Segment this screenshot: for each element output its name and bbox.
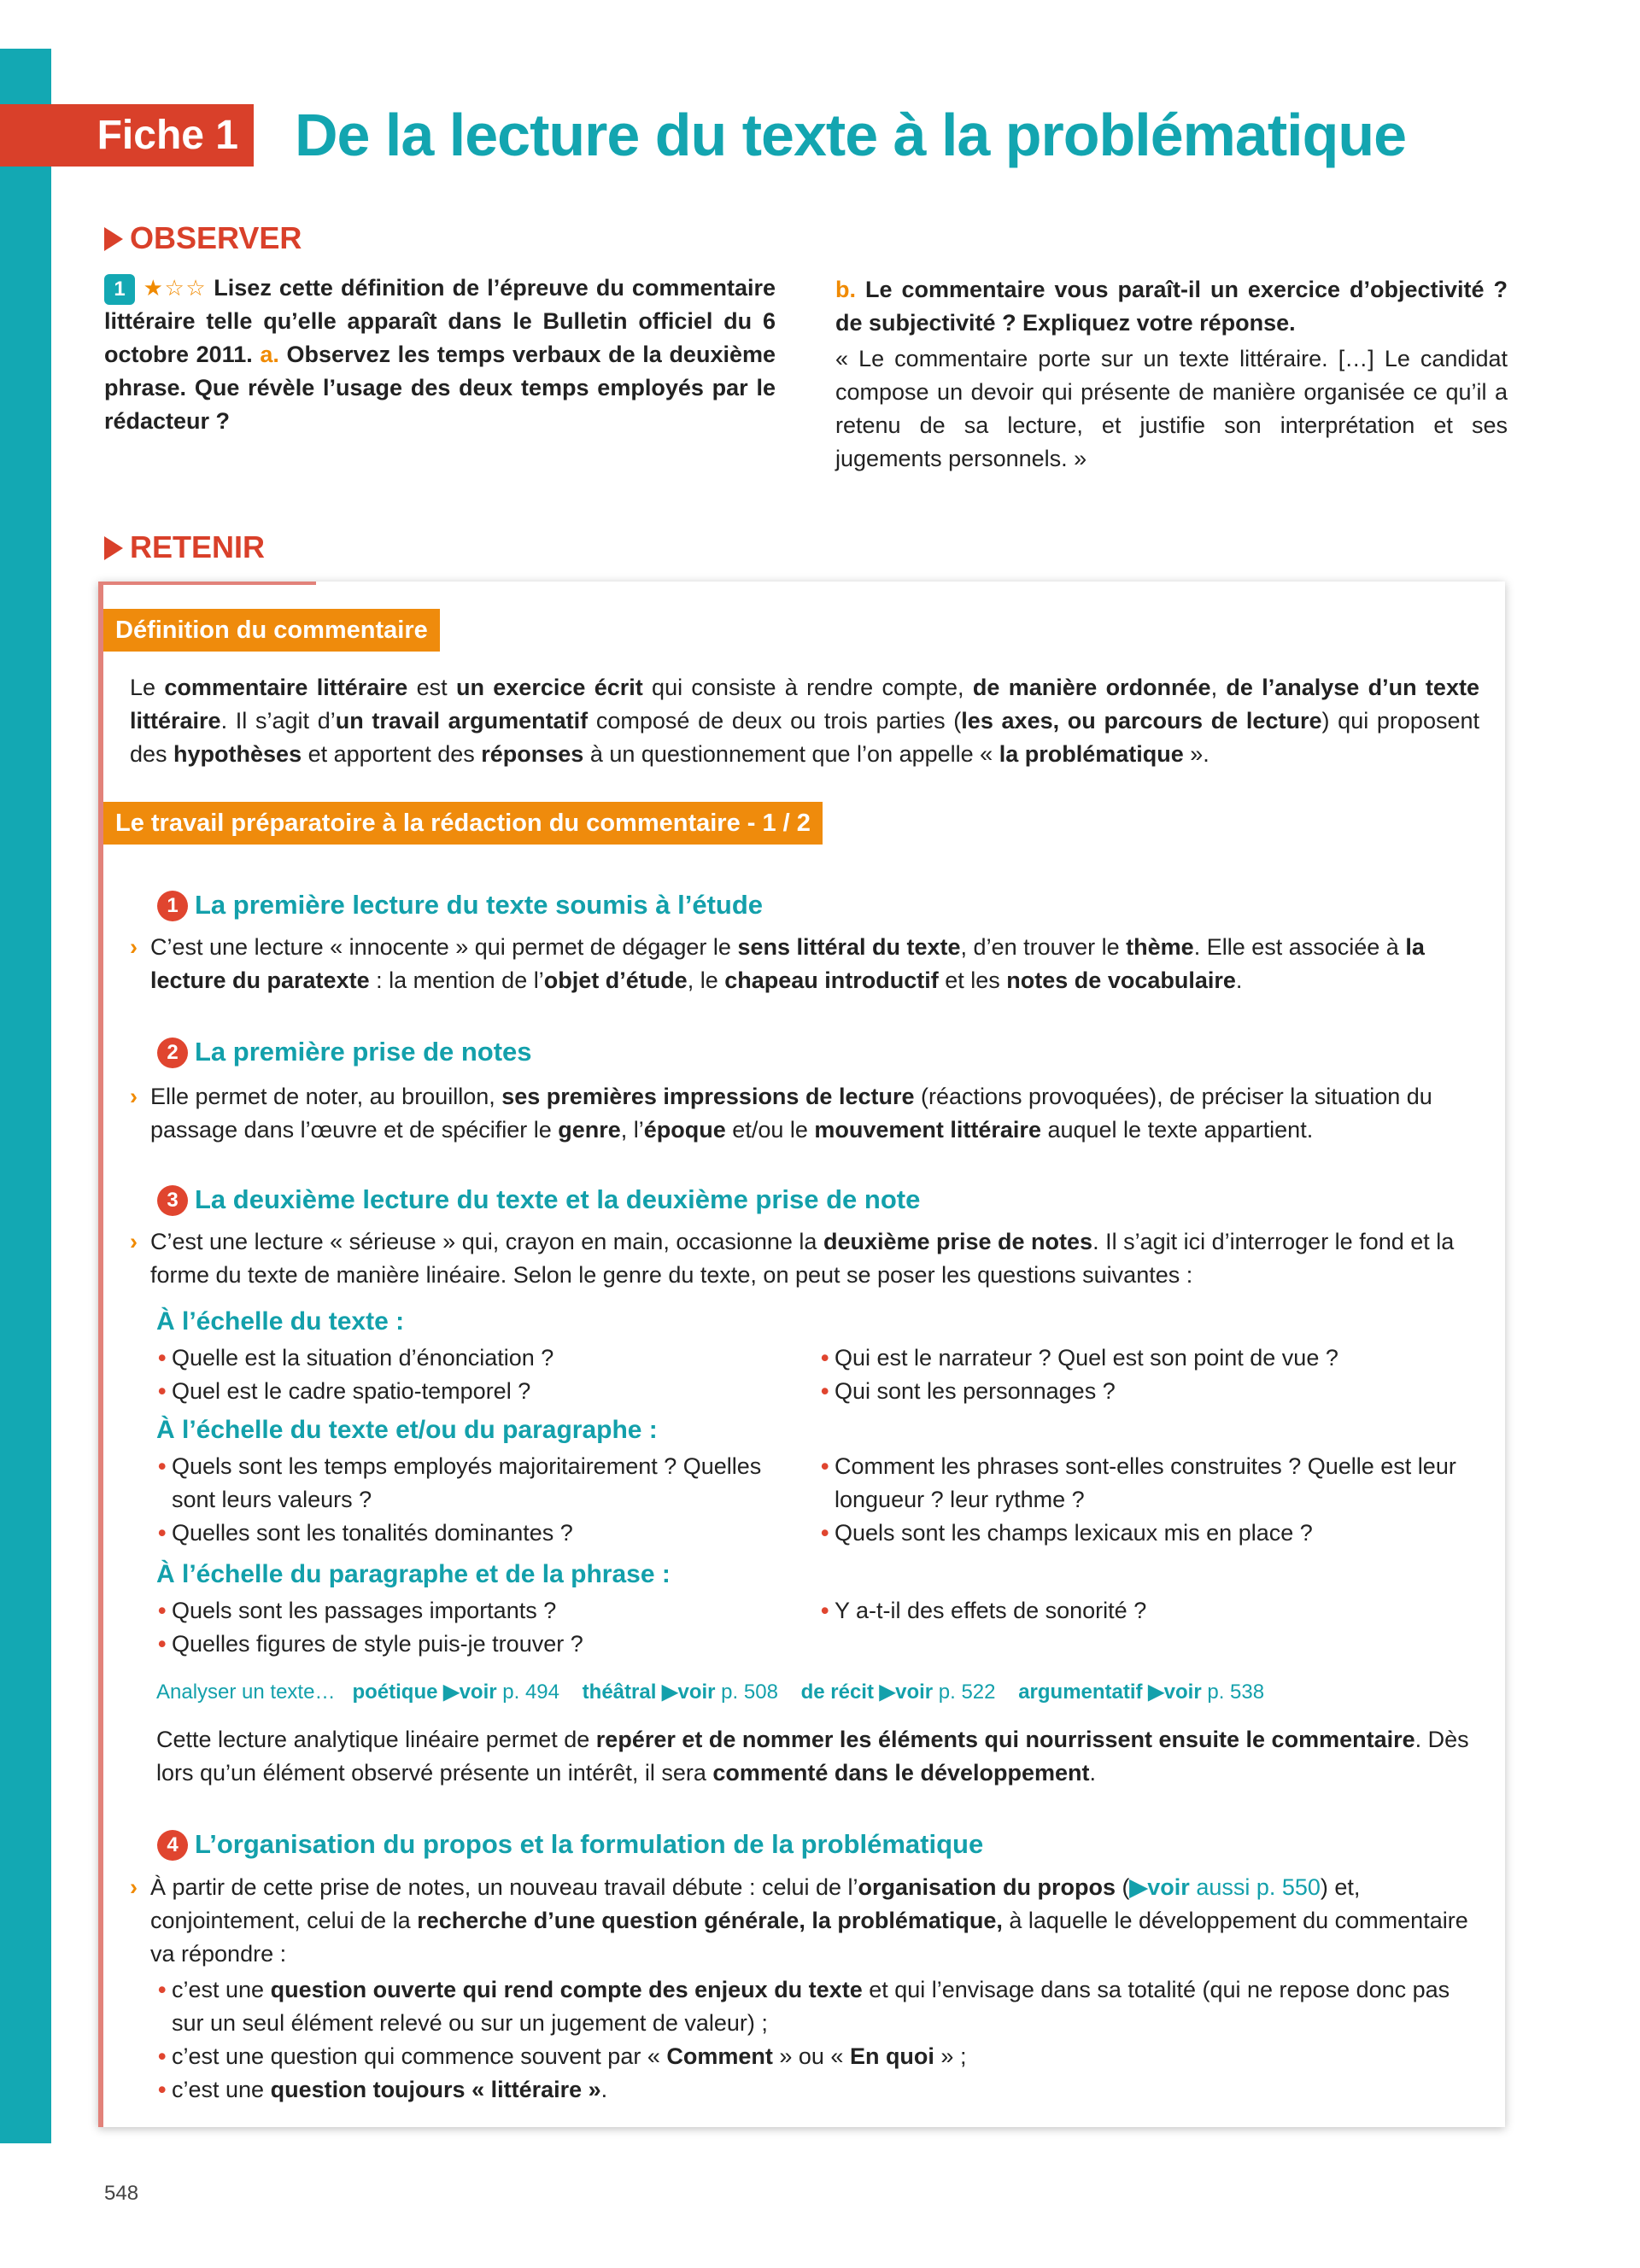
text-segment: . [1235, 967, 1243, 993]
question-item [821, 1450, 1492, 1517]
text-segment: organisation du propos [858, 1874, 1116, 1900]
step-3-text [130, 1225, 1483, 1292]
text-segment: , d’en trouver le [960, 934, 1127, 960]
text-segment: , le [687, 967, 725, 993]
text-segment: . Dès lors qu’un élément observé présente un intérêt, il sera [156, 1727, 1469, 1786]
step-title: L’organisation du propos et la formulation de la problématique [195, 1829, 984, 1859]
question-text: Quelles figures de style puis-je trouver ? [172, 1631, 583, 1657]
text-segment: , l’ [620, 1117, 644, 1143]
question-list-right [821, 1342, 1492, 1408]
text-segment: et les [938, 967, 1007, 993]
text-segment: la lecture du paratexte [150, 934, 1425, 993]
text-segment: à laquelle le développement du commentaire va répondre : [150, 1908, 1468, 1967]
bullet-icon: • [821, 1598, 829, 1623]
text-segment: commentaire littéraire [164, 675, 408, 700]
bullet-item [158, 2040, 1483, 2073]
teal-margin-bar [0, 49, 51, 2143]
text-segment: À partir de cette prise de notes, un nouveau travail débute : celui de l’ [150, 1874, 858, 1900]
definition-header: Définition du commentaire [103, 609, 440, 652]
analyser-links [156, 1675, 1264, 1709]
text-segment: c’est une [172, 2077, 271, 2102]
step-title: La deuxième lecture du texte et la deuxième prise de note [195, 1184, 921, 1214]
text-segment: p. 522 [933, 1681, 1019, 1704]
text-segment: de l’analyse d’un texte littéraire [130, 675, 1479, 734]
bullet-icon: • [158, 1598, 167, 1623]
text-segment: aussi p. 550 [1189, 1874, 1321, 1900]
text-segment: mouvement littéraire [814, 1117, 1041, 1143]
step-title: La première prise de notes [195, 1037, 532, 1067]
text-segment: ses premières impressions de lecture [501, 1084, 915, 1109]
text-segment: de récit ▶voir [800, 1681, 934, 1704]
triangle-icon [104, 227, 123, 251]
question-item [158, 1450, 787, 1517]
text-segment: époque [643, 1117, 726, 1143]
question-item [158, 1342, 787, 1375]
question-text: Quels sont les temps employés majoritairement ? Quelles sont leurs valeurs ? [172, 1453, 762, 1512]
chevron-right-icon: › [130, 1084, 138, 1109]
question-text: Quels sont les passages importants ? [172, 1598, 557, 1623]
text-segment: genre [558, 1117, 621, 1143]
text-segment: C’est une lecture « sérieuse » qui, crayon en main, occasionne la [150, 1229, 823, 1254]
bullet-icon: • [821, 1453, 829, 1479]
text-segment: et/ou le [725, 1117, 815, 1143]
question-item [821, 1517, 1492, 1550]
text-segment: auquel le texte appartient. [1040, 1117, 1314, 1143]
text-segment: ( [1116, 1874, 1130, 1900]
step-4-heading [157, 1827, 983, 1862]
question-text: Comment les phrases sont-elles construites ? Quelle est leur longueur ? leur rythme ? [835, 1453, 1456, 1512]
text-segment: En quoi [849, 2043, 934, 2069]
bullet-icon: • [158, 1520, 167, 1546]
text-segment: hypothèses [173, 741, 302, 767]
step-2-heading [157, 1035, 532, 1069]
text-segment: deuxième prise de notes [823, 1229, 1093, 1254]
step-1-text [130, 931, 1483, 997]
question-item [158, 1628, 787, 1661]
step-4-text [130, 1871, 1483, 1971]
bullet-icon: • [821, 1345, 829, 1371]
step-number-badge: 1 [157, 891, 188, 921]
scale-heading: À l’échelle du texte et/ou du paragraphe : [156, 1416, 658, 1444]
page-number: 548 [104, 2182, 139, 2205]
section-observer [104, 220, 302, 256]
text-segment: et qui l’envisage dans sa totalité (qui ne repose donc pas sur un seul élément relevé ou sur un jugement de valeur) ; [172, 1977, 1450, 2036]
text-segment: question ouverte qui rend compte des enjeux du texte [270, 1977, 863, 2002]
text-segment: sens littéral du texte [737, 934, 961, 960]
bullet-icon: • [158, 2077, 167, 2102]
question-item [821, 1342, 1492, 1375]
step-number-badge: 4 [157, 1830, 188, 1861]
step-title: La première lecture du texte soumis à l’étude [195, 890, 764, 920]
question-list-left [158, 1450, 787, 1550]
observer-question-left [104, 272, 776, 438]
question-b [835, 273, 1508, 340]
text-segment: b. [835, 277, 856, 302]
text-segment: qui consiste à rendre compte, [642, 675, 973, 700]
chevron-right-icon: › [130, 1874, 138, 1900]
bullet-icon: • [158, 1345, 167, 1371]
text-segment: de manière ordonnée [972, 675, 1211, 700]
text-segment: . Elle est associée à [1193, 934, 1406, 960]
text-segment: » ou « [772, 2043, 850, 2069]
text-segment: Lisez cette définition de l’épreuve du commentaire littéraire telle qu’elle apparaît dans le Bulletin officiel du 6 octobre 2011. [104, 275, 776, 367]
text-segment: poétique ▶voir [352, 1681, 497, 1704]
text-segment: Comment [666, 2043, 773, 2069]
text-segment: C’est une lecture « innocente » qui permet de dégager le [150, 934, 738, 960]
chevron-right-icon: › [130, 1229, 138, 1254]
question-text: Qui sont les personnages ? [835, 1378, 1116, 1404]
text-segment: un travail argumentatif [335, 708, 589, 734]
text-segment: . [1089, 1760, 1097, 1786]
text-segment: un exercice écrit [455, 675, 643, 700]
question-list-right [821, 1450, 1492, 1550]
section-label: OBSERVER [130, 220, 302, 255]
difficulty-stars-icon: ★☆☆ [142, 275, 208, 301]
text-segment: question toujours « littéraire » [270, 2077, 601, 2102]
chevron-right-icon: › [130, 934, 138, 960]
text-segment: est [407, 675, 456, 700]
text-segment: ) et, conjointement, celui de la [150, 1874, 1361, 1933]
official-quote [835, 342, 1508, 476]
text-segment: objet d’étude [543, 967, 688, 993]
section-retenir [104, 529, 265, 565]
question-item [821, 1375, 1492, 1408]
section-label: RETENIR [130, 529, 266, 564]
scale-heading: À l’échelle du texte : [156, 1307, 405, 1336]
text-segment: recherche d’une question générale, la problématique, [417, 1908, 1003, 1933]
text-segment: Le [130, 675, 165, 700]
observer-question-right [835, 273, 1508, 476]
text-segment: (réactions provoquées), de préciser la situation du passage dans l’œuvre et de spécifier le [150, 1084, 1432, 1143]
fiche-label: Fiche 1 [0, 104, 254, 167]
step-3-heading [157, 1183, 920, 1217]
text-segment: les axes, ou parcours de lecture [961, 708, 1322, 734]
text-segment: . Il s’agit d’ [220, 708, 336, 734]
text-segment: commenté dans le développement [712, 1760, 1090, 1786]
analytic-reading-text [156, 1723, 1480, 1790]
page-title: De la lecture du texte à la problématique [295, 102, 1407, 168]
text-segment: notes de vocabulaire [1006, 967, 1236, 993]
text-segment: composé de deux ou trois parties ( [588, 708, 962, 734]
text-segment: a. [260, 342, 279, 367]
text-segment: Elle permet de noter, au brouillon, [150, 1084, 502, 1109]
question-text: Y a-t-il des effets de sonorité ? [835, 1598, 1147, 1623]
bullet-icon: • [821, 1520, 829, 1546]
question-list-right [821, 1594, 1492, 1628]
question-item [158, 1517, 787, 1550]
text-segment: ) qui proposent des [130, 708, 1479, 767]
bullet-icon: • [158, 1631, 167, 1657]
bullet-item [158, 1973, 1483, 2040]
text-segment: réponses [481, 741, 584, 767]
text-segment: . Il s’agit ici d’interroger le fond et la forme du texte de manière linéaire. Selon le genre du texte, on peut se poser les questions suivantes : [150, 1229, 1455, 1288]
question-text: Quelles sont les tonalités dominantes ? [172, 1520, 573, 1546]
text-segment: p. 538 [1201, 1681, 1265, 1704]
step-number-badge: 2 [157, 1038, 188, 1068]
question-text: Quels sont les champs lexicaux mis en place ? [835, 1520, 1313, 1546]
bullet-icon: • [158, 1977, 167, 2002]
bullet-icon: • [158, 1378, 167, 1404]
final-bullets [158, 1973, 1483, 2107]
text-segment: p. 494 [496, 1681, 583, 1704]
question-list-left [158, 1594, 787, 1661]
question-text: Quel est le cadre spatio-temporel ? [172, 1378, 531, 1404]
text-segment: » ; [934, 2043, 967, 2069]
text-segment: Observez les temps verbaux de la deuxième phrase. Que révèle l’usage des deux temps employés par le rédacteur ? [104, 342, 776, 434]
step-number-badge: 3 [157, 1185, 188, 1216]
bullet-icon: • [158, 2043, 167, 2069]
text-segment: : la mention de l’ [369, 967, 544, 993]
text-segment: p. 508 [715, 1681, 801, 1704]
scale-heading: À l’échelle du paragraphe et de la phrase : [156, 1560, 671, 1588]
text-segment: et apportent des [302, 741, 482, 767]
text-segment: Analyser un texte… [156, 1681, 353, 1704]
preparation-header: Le travail préparatoire à la rédaction du commentaire - 1 / 2 [103, 802, 823, 845]
text-segment: Le commentaire vous paraît-il un exercice d’objectivité ? de subjectivité ? Expliquez votre réponse. [835, 277, 1508, 336]
text-segment: théâtral ▶voir [582, 1681, 716, 1704]
text-segment: ». [1183, 741, 1210, 767]
text-segment: Cette lecture analytique linéaire permet de [156, 1727, 596, 1752]
text-segment: « Le commentaire porte sur un texte littéraire. […] Le candidat compose un devoir qui présente de manière organisée ce qu’il a retenu de sa lecture, et justifie son interprétation et ses jugements personnels. » [835, 346, 1508, 471]
text-segment: ▶voir [1129, 1874, 1190, 1900]
bullet-icon: • [821, 1378, 829, 1404]
text-segment: repérer et de nommer les éléments qui nourrissent ensuite le commentaire [595, 1727, 1415, 1752]
text-segment: thème [1126, 934, 1194, 960]
question-item [821, 1594, 1492, 1628]
question-item [158, 1594, 787, 1628]
text-segment: c’est une question qui commence souvent par « [172, 2043, 667, 2069]
question-list-left [158, 1342, 787, 1408]
text-segment: la problématique [999, 741, 1184, 767]
text-segment: , [1210, 675, 1227, 700]
question-text: Qui est le narrateur ? Quel est son point de vue ? [835, 1345, 1338, 1371]
bullet-icon: • [158, 1453, 167, 1479]
text-segment: argumentatif ▶voir [1018, 1681, 1202, 1704]
text-segment: à un questionnement que l’on appelle « [583, 741, 999, 767]
step-2-text [130, 1080, 1483, 1147]
text-segment: chapeau introductif [724, 967, 939, 993]
definition-text [130, 671, 1479, 771]
exercise-number: 1 [104, 274, 135, 305]
text-segment: c’est une [172, 1977, 271, 2002]
question-text: Quelle est la situation d’énonciation ? [172, 1345, 554, 1371]
triangle-icon [104, 536, 123, 560]
question-item [158, 1375, 787, 1408]
step-1-heading [157, 888, 763, 922]
bullet-item [158, 2073, 1483, 2107]
text-segment: . [600, 2077, 608, 2102]
